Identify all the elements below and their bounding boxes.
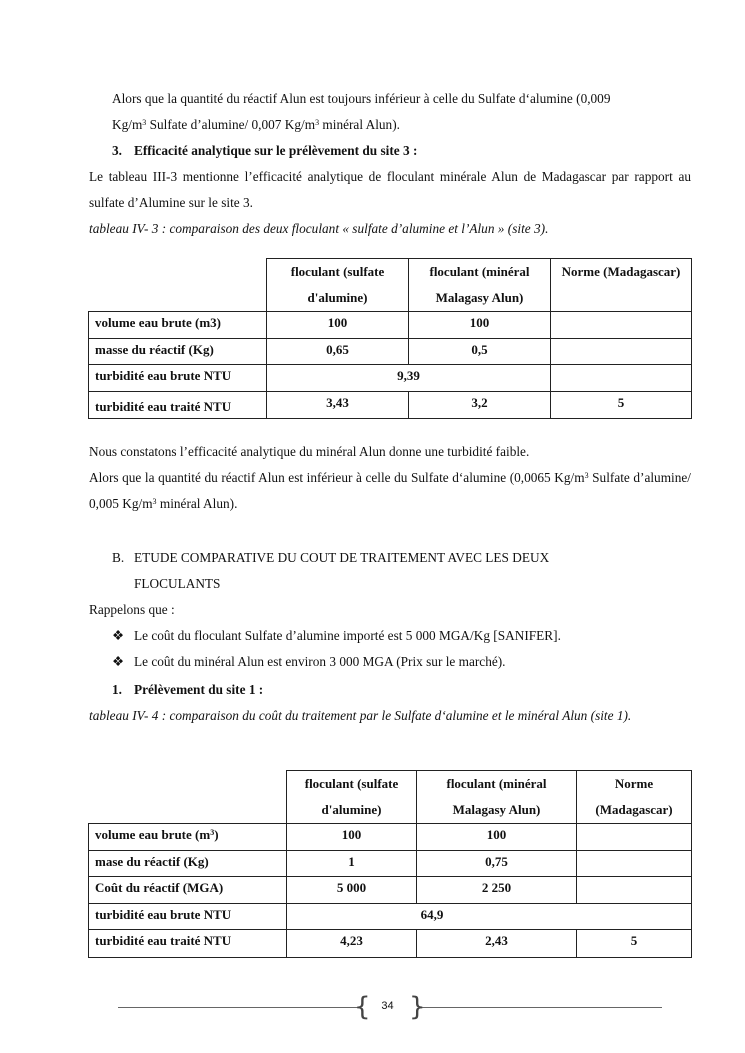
section-title-line: ETUDE COMPARATIVE DU COUT DE TRAITEMENT AVEC LES DEUX xyxy=(134,550,550,565)
table-row xyxy=(89,851,692,877)
cell-value: 2,43 xyxy=(417,930,577,958)
section-title-line: FLOCULANTS xyxy=(134,576,221,591)
left-brace-icon: { xyxy=(354,992,371,1022)
row-label xyxy=(89,824,287,851)
section-b-heading xyxy=(112,545,691,597)
footer-rule-left xyxy=(118,1007,360,1008)
row-label: turbidité eau brute NTU xyxy=(89,904,287,930)
text-run: Sulfate d’alumine/ 0,005 Kg/m xyxy=(89,470,691,511)
column-header: floculant (minéral Malagasy Alun) xyxy=(417,771,577,824)
superscript: 3 xyxy=(142,118,147,127)
cell-value: 3,2 xyxy=(409,392,551,419)
row-label: turbidité eau brute NTU xyxy=(89,365,267,392)
cell-value: 3,43 xyxy=(267,392,409,419)
cell-value: 0,5 xyxy=(409,339,551,365)
cell-value xyxy=(551,365,692,392)
row-label: masse du réactif (Kg) xyxy=(89,339,267,365)
cell-value: 100 xyxy=(287,824,417,851)
column-header: Norme (Madagascar) xyxy=(551,259,692,312)
row-label: Coût du réactif (MGA) xyxy=(89,877,287,904)
table-iv3 xyxy=(88,258,692,419)
right-brace-icon: } xyxy=(409,992,426,1022)
column-header: floculant (sulfate d'alumine) xyxy=(267,259,409,312)
column-header: floculant (sulfate d'alumine) xyxy=(287,771,417,824)
table-row xyxy=(89,877,692,904)
superscript: 3 xyxy=(584,471,589,480)
text-run: Sulfate d’alumine/ 0,007 Kg/m xyxy=(146,117,316,132)
cell-value: 100 xyxy=(417,824,577,851)
table-row xyxy=(89,904,692,930)
table-row xyxy=(89,392,692,419)
cell-value xyxy=(551,312,692,339)
heading-text: Prélèvement du site 1 : xyxy=(134,682,264,697)
heading-site3 xyxy=(112,138,691,164)
list-item-text: Le coût du floculant Sulfate d’alumine importé est 5 000 MGA/Kg [SANIFER]. xyxy=(134,628,561,643)
paragraph-line: Alors que la quantité du réactif Alun est toujours inférieur à celle du Sulfate d‘alumine (0,009 xyxy=(112,91,611,106)
text-run: Alors que la quantité du réactif Alun est inférieur à celle du Sulfate d‘alumine (0,0065 Kg/m xyxy=(89,470,585,485)
list-item xyxy=(112,623,561,649)
cell-value: 4,23 xyxy=(287,930,417,958)
cell-value: 2 250 xyxy=(417,877,577,904)
cell-value-merged: 9,39 xyxy=(267,365,551,392)
cell-value: 100 xyxy=(267,312,409,339)
table-corner xyxy=(89,259,267,312)
column-header: Norme (Madagascar) xyxy=(577,771,692,824)
table-row xyxy=(89,930,692,958)
list-item-text: Le coût du minéral Alun est environ 3 000 MGA (Prix sur le marché). xyxy=(134,654,506,669)
cell-value xyxy=(577,877,692,904)
text-run: volume eau brute (m xyxy=(95,827,211,842)
table-row xyxy=(89,365,692,392)
row-label: turbidité eau traité NTU xyxy=(89,392,267,419)
cell-value: 100 xyxy=(409,312,551,339)
cell-value: 5 000 xyxy=(287,877,417,904)
cell-value: 5 xyxy=(551,392,692,419)
paragraph-rappel: Rappelons que : xyxy=(89,602,175,617)
text-run: minéral Alun). xyxy=(319,117,400,132)
table-iv4 xyxy=(88,770,692,958)
section-letter: B. xyxy=(112,550,125,565)
list-item xyxy=(112,649,561,675)
paragraph-table-intro: Le tableau III-3 mentionne l’efficacité analytique de floculant minérale Alun de Madagascar par rapport au sulfate d’Alumine sur le site 3. xyxy=(89,169,691,210)
superscript: 3 xyxy=(152,497,157,506)
cell-value: 1 xyxy=(287,851,417,877)
paragraph-conclusion: Nous constatons l’efficacité analytique du minéral Alun donne une turbidité faible. xyxy=(89,444,530,459)
row-label: turbidité eau traité NTU xyxy=(89,930,287,958)
cell-value xyxy=(551,339,692,365)
cell-value-merged: 64,9 xyxy=(287,904,692,930)
table-row xyxy=(89,312,692,339)
table-caption-iv4: tableau IV- 4 : comparaison du coût du traitement par le Sulfate d‘alumine et le minéral Alun (site 1). xyxy=(89,708,632,723)
text-run: minéral Alun). xyxy=(156,496,238,511)
page-number: 34 xyxy=(381,1000,394,1012)
row-label: volume eau brute (m3) xyxy=(89,312,267,339)
cell-value: 0,65 xyxy=(267,339,409,365)
diamond-bullet-icon: ❖ xyxy=(112,628,124,643)
row-label: mase du réactif (Kg) xyxy=(89,851,287,877)
heading-site1 xyxy=(112,677,691,703)
cell-value xyxy=(577,851,692,877)
cell-value: 5 xyxy=(577,930,692,958)
heading-number: 1. xyxy=(112,682,122,697)
paragraph-alun-quantity-site2 xyxy=(112,86,691,138)
table-caption-iv3: tableau IV- 3 : comparaison des deux floculant « sulfate d’alumine et l’Alun » (site 3). xyxy=(89,221,549,236)
diamond-bullet-icon: ❖ xyxy=(112,654,124,669)
table-corner xyxy=(89,771,287,824)
superscript: 3 xyxy=(315,118,320,127)
heading-text: Efficacité analytique sur le prélèvement du site 3 : xyxy=(134,143,418,158)
heading-number: 3. xyxy=(112,143,122,158)
paragraph-alun-quantity-site3 xyxy=(89,465,691,517)
cell-value: 0,75 xyxy=(417,851,577,877)
bullet-list xyxy=(112,623,561,675)
text-run: ) xyxy=(214,827,219,842)
superscript: 3 xyxy=(210,828,215,837)
cell-value xyxy=(577,824,692,851)
table-row xyxy=(89,339,692,365)
text-run: Kg/m xyxy=(112,117,143,132)
table-row xyxy=(89,824,692,851)
column-header: floculant (minéral Malagasy Alun) xyxy=(409,259,551,312)
footer-rule-right xyxy=(420,1007,662,1008)
